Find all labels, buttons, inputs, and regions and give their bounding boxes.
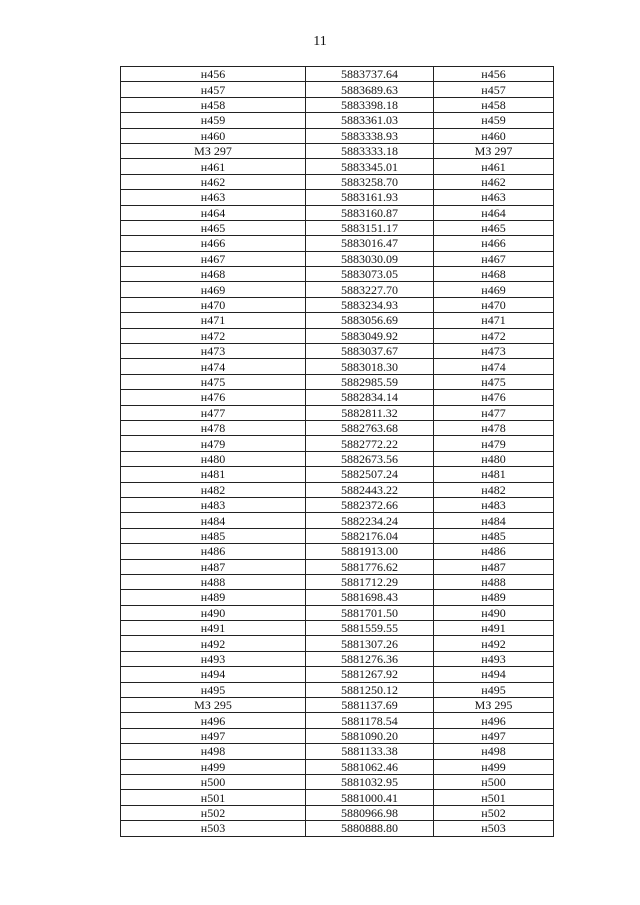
table-row: [121, 605, 554, 620]
point-name-cell: н498: [121, 744, 306, 759]
coordinate-cell: 5883227.70: [306, 282, 434, 297]
point-name-repeat-cell: н482: [434, 482, 554, 497]
point-name-cell: МЗ 297: [121, 143, 306, 158]
coordinate-cell: 5881307.26: [306, 636, 434, 651]
point-name-repeat-cell: н462: [434, 174, 554, 189]
point-name-cell: н474: [121, 359, 306, 374]
table-row: [121, 220, 554, 235]
coordinate-cell: 5882507.24: [306, 467, 434, 482]
table-row: [121, 528, 554, 543]
point-name-repeat-cell: н484: [434, 513, 554, 528]
table-row: [121, 113, 554, 128]
table-row: [121, 82, 554, 97]
point-name-cell: н472: [121, 328, 306, 343]
point-name-cell: н464: [121, 205, 306, 220]
table-row: [121, 344, 554, 359]
coordinate-cell: 5881062.46: [306, 759, 434, 774]
coordinate-cell: 5880888.80: [306, 821, 434, 836]
point-name-repeat-cell: н463: [434, 190, 554, 205]
coordinate-cell: 5882372.66: [306, 497, 434, 512]
point-name-cell: н458: [121, 97, 306, 112]
point-name-cell: н495: [121, 682, 306, 697]
point-name-cell: н470: [121, 297, 306, 312]
table-row: [121, 544, 554, 559]
point-name-cell: н475: [121, 374, 306, 389]
table-row: [121, 190, 554, 205]
table-row: [121, 713, 554, 728]
coordinate-cell: 5881276.36: [306, 651, 434, 666]
coordinate-cell: 5883160.87: [306, 205, 434, 220]
table-row: [121, 297, 554, 312]
coordinate-cell: 5883049.92: [306, 328, 434, 343]
point-name-repeat-cell: н472: [434, 328, 554, 343]
coordinate-cell: 5883018.30: [306, 359, 434, 374]
point-name-cell: н462: [121, 174, 306, 189]
point-name-repeat-cell: н489: [434, 590, 554, 605]
point-name-cell: н502: [121, 805, 306, 820]
point-name-cell: н481: [121, 467, 306, 482]
point-name-repeat-cell: н456: [434, 67, 554, 82]
point-name-repeat-cell: н495: [434, 682, 554, 697]
table-row: [121, 174, 554, 189]
coordinate-cell: 5882234.24: [306, 513, 434, 528]
coordinate-cell: 5881000.41: [306, 790, 434, 805]
point-name-cell: н463: [121, 190, 306, 205]
point-name-cell: н473: [121, 344, 306, 359]
point-name-cell: н466: [121, 236, 306, 251]
point-name-cell: н480: [121, 451, 306, 466]
point-name-repeat-cell: н466: [434, 236, 554, 251]
table-row: [121, 328, 554, 343]
point-name-cell: МЗ 295: [121, 698, 306, 713]
table-row: [121, 651, 554, 666]
table-row: [121, 97, 554, 112]
table-row: [121, 744, 554, 759]
coordinate-cell: 5881701.50: [306, 605, 434, 620]
point-name-repeat-cell: н471: [434, 313, 554, 328]
point-name-cell: н490: [121, 605, 306, 620]
coordinate-cell: 5882673.56: [306, 451, 434, 466]
table-row: [121, 313, 554, 328]
point-name-repeat-cell: н485: [434, 528, 554, 543]
point-name-repeat-cell: н492: [434, 636, 554, 651]
table-row: [121, 390, 554, 405]
point-name-cell: н478: [121, 420, 306, 435]
table-row: [121, 513, 554, 528]
point-name-repeat-cell: н500: [434, 774, 554, 789]
coordinate-cell: 5882176.04: [306, 528, 434, 543]
coordinate-cell: 5883030.09: [306, 251, 434, 266]
point-name-repeat-cell: н477: [434, 405, 554, 420]
coordinate-cell: 5881559.55: [306, 621, 434, 636]
coordinate-cell: 5881250.12: [306, 682, 434, 697]
coordinate-cell: 5882763.68: [306, 420, 434, 435]
point-name-cell: н484: [121, 513, 306, 528]
coordinate-cell: 5883737.64: [306, 67, 434, 82]
point-name-repeat-cell: н458: [434, 97, 554, 112]
table-row: [121, 359, 554, 374]
point-name-repeat-cell: н464: [434, 205, 554, 220]
point-name-repeat-cell: н502: [434, 805, 554, 820]
coordinate-cell: 5881913.00: [306, 544, 434, 559]
table-row: [121, 267, 554, 282]
table-row: [121, 236, 554, 251]
point-name-cell: н485: [121, 528, 306, 543]
table-row: [121, 128, 554, 143]
coordinate-cell: 5883338.93: [306, 128, 434, 143]
point-name-repeat-cell: н491: [434, 621, 554, 636]
point-name-cell: н488: [121, 574, 306, 589]
point-name-repeat-cell: н486: [434, 544, 554, 559]
point-name-cell: н468: [121, 267, 306, 282]
coordinate-cell: 5881776.62: [306, 559, 434, 574]
point-name-repeat-cell: н481: [434, 467, 554, 482]
point-name-repeat-cell: н457: [434, 82, 554, 97]
point-name-repeat-cell: н460: [434, 128, 554, 143]
point-name-cell: н494: [121, 667, 306, 682]
point-name-repeat-cell: н465: [434, 220, 554, 235]
point-name-cell: н471: [121, 313, 306, 328]
point-name-repeat-cell: н469: [434, 282, 554, 297]
table-row: [121, 482, 554, 497]
coordinate-cell: 5883258.70: [306, 174, 434, 189]
point-name-cell: н492: [121, 636, 306, 651]
point-name-repeat-cell: н483: [434, 497, 554, 512]
coordinate-cell: 5881032.95: [306, 774, 434, 789]
point-name-cell: н476: [121, 390, 306, 405]
point-name-repeat-cell: н490: [434, 605, 554, 620]
table-row: [121, 636, 554, 651]
table-row: [121, 436, 554, 451]
table-row: [121, 67, 554, 82]
table-row: [121, 251, 554, 266]
coordinate-cell: 5881267.92: [306, 667, 434, 682]
point-name-cell: н469: [121, 282, 306, 297]
coordinates-table-body: [121, 67, 554, 837]
point-name-cell: н482: [121, 482, 306, 497]
point-name-repeat-cell: н479: [434, 436, 554, 451]
coordinate-cell: 5883234.93: [306, 297, 434, 312]
point-name-cell: н477: [121, 405, 306, 420]
point-name-cell: н479: [121, 436, 306, 451]
coordinate-cell: 5881137.69: [306, 698, 434, 713]
point-name-cell: н487: [121, 559, 306, 574]
coordinate-cell: 5883073.05: [306, 267, 434, 282]
point-name-cell: н489: [121, 590, 306, 605]
coordinate-cell: 5883037.67: [306, 344, 434, 359]
point-name-cell: н500: [121, 774, 306, 789]
point-name-cell: н486: [121, 544, 306, 559]
coordinate-cell: 5883689.63: [306, 82, 434, 97]
point-name-repeat-cell: н480: [434, 451, 554, 466]
coordinate-cell: 5881178.54: [306, 713, 434, 728]
point-name-repeat-cell: н493: [434, 651, 554, 666]
table-row: [121, 728, 554, 743]
point-name-cell: н491: [121, 621, 306, 636]
coordinate-cell: 5881712.29: [306, 574, 434, 589]
table-row: [121, 759, 554, 774]
coordinate-cell: 5883345.01: [306, 159, 434, 174]
point-name-repeat-cell: н470: [434, 297, 554, 312]
table-row: [121, 805, 554, 820]
point-name-cell: н496: [121, 713, 306, 728]
coordinate-cell: 5882443.22: [306, 482, 434, 497]
point-name-repeat-cell: н468: [434, 267, 554, 282]
coordinate-cell: 5882985.59: [306, 374, 434, 389]
table-row: [121, 205, 554, 220]
point-name-repeat-cell: н459: [434, 113, 554, 128]
table-row: [121, 590, 554, 605]
table-row: [121, 790, 554, 805]
coordinate-cell: 5882772.22: [306, 436, 434, 451]
table-row: [121, 774, 554, 789]
point-name-cell: н456: [121, 67, 306, 82]
point-name-repeat-cell: н494: [434, 667, 554, 682]
table-row: [121, 405, 554, 420]
point-name-repeat-cell: МЗ 295: [434, 698, 554, 713]
point-name-repeat-cell: н467: [434, 251, 554, 266]
point-name-repeat-cell: н475: [434, 374, 554, 389]
coordinate-cell: 5882834.14: [306, 390, 434, 405]
point-name-cell: н467: [121, 251, 306, 266]
point-name-repeat-cell: н488: [434, 574, 554, 589]
coordinate-cell: 5883056.69: [306, 313, 434, 328]
coordinates-table: [120, 66, 554, 837]
point-name-cell: н493: [121, 651, 306, 666]
coordinate-cell: 5883151.17: [306, 220, 434, 235]
point-name-repeat-cell: н473: [434, 344, 554, 359]
point-name-cell: н461: [121, 159, 306, 174]
coordinate-cell: 5881090.20: [306, 728, 434, 743]
coordinate-cell: 5881698.43: [306, 590, 434, 605]
point-name-cell: н459: [121, 113, 306, 128]
page-number: 11: [313, 34, 327, 49]
table-row: [121, 574, 554, 589]
table-row: [121, 467, 554, 482]
table-row: [121, 143, 554, 158]
table-row: [121, 159, 554, 174]
table-row: [121, 682, 554, 697]
point-name-cell: н501: [121, 790, 306, 805]
coordinate-cell: 5883361.03: [306, 113, 434, 128]
point-name-cell: н457: [121, 82, 306, 97]
point-name-repeat-cell: МЗ 297: [434, 143, 554, 158]
coordinate-cell: 5882811.32: [306, 405, 434, 420]
coordinate-cell: 5883333.18: [306, 143, 434, 158]
point-name-cell: н460: [121, 128, 306, 143]
coordinate-cell: 5883398.18: [306, 97, 434, 112]
table-row: [121, 497, 554, 512]
table-row: [121, 821, 554, 836]
point-name-repeat-cell: н501: [434, 790, 554, 805]
point-name-repeat-cell: н474: [434, 359, 554, 374]
table-row: [121, 698, 554, 713]
point-name-cell: н497: [121, 728, 306, 743]
point-name-repeat-cell: н503: [434, 821, 554, 836]
point-name-cell: н465: [121, 220, 306, 235]
table-row: [121, 559, 554, 574]
table-row: [121, 451, 554, 466]
coordinate-cell: 5881133.38: [306, 744, 434, 759]
table-row: [121, 420, 554, 435]
coordinate-cell: 5883161.93: [306, 190, 434, 205]
point-name-cell: н483: [121, 497, 306, 512]
point-name-cell: н503: [121, 821, 306, 836]
point-name-repeat-cell: н498: [434, 744, 554, 759]
point-name-cell: н499: [121, 759, 306, 774]
table-row: [121, 282, 554, 297]
table-row: [121, 667, 554, 682]
coordinate-cell: 5883016.47: [306, 236, 434, 251]
table-row: [121, 621, 554, 636]
coordinate-cell: 5880966.98: [306, 805, 434, 820]
point-name-repeat-cell: н476: [434, 390, 554, 405]
point-name-repeat-cell: н496: [434, 713, 554, 728]
table-row: [121, 374, 554, 389]
point-name-repeat-cell: н497: [434, 728, 554, 743]
point-name-repeat-cell: н499: [434, 759, 554, 774]
point-name-repeat-cell: н487: [434, 559, 554, 574]
point-name-repeat-cell: н461: [434, 159, 554, 174]
point-name-repeat-cell: н478: [434, 420, 554, 435]
